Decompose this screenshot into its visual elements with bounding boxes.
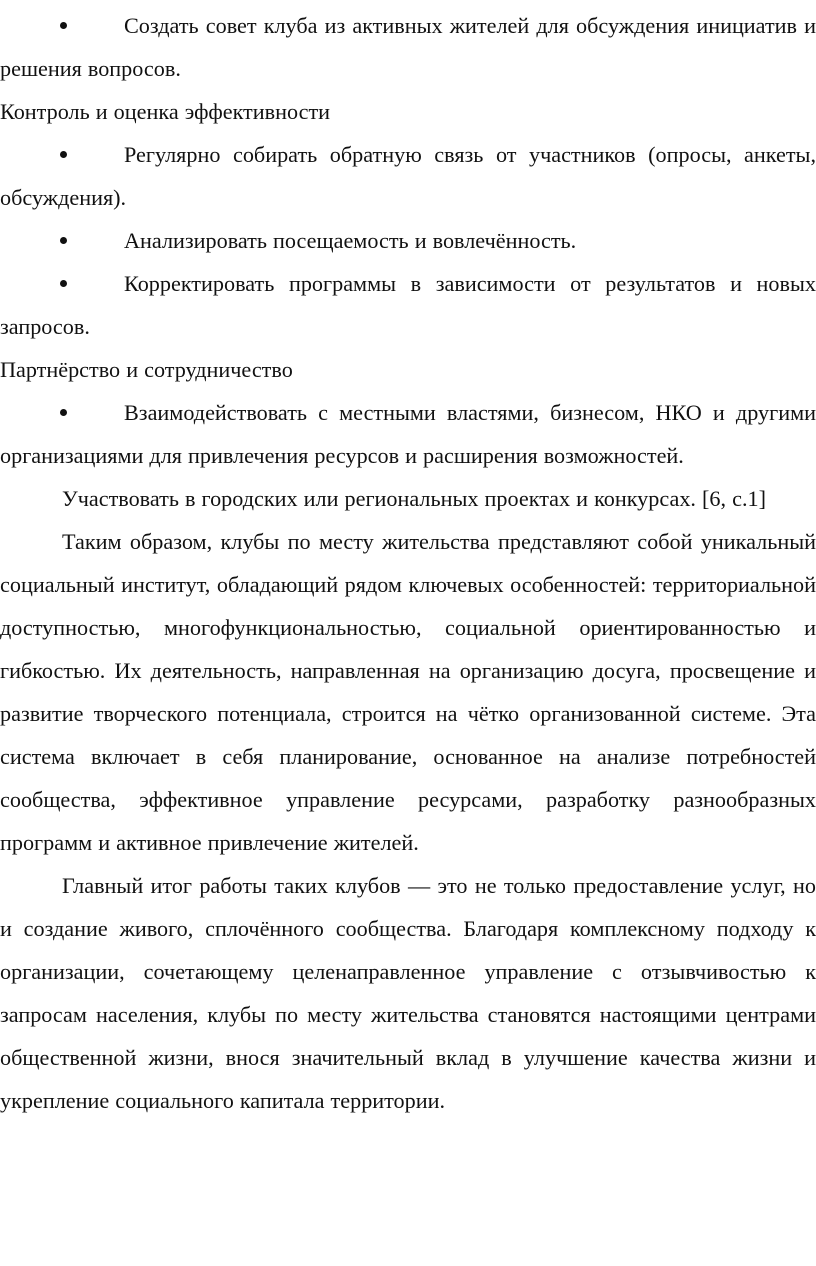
bullet-text: Создать совет клуба из активных жителей для обсуждения инициатив и решения вопросов.: [0, 13, 816, 81]
bullet-text: Регулярно собирать обратную связь от участников (опросы, анкеты, обсуждения).: [0, 142, 816, 210]
bullet-text: Корректировать программы в зависимости от результатов и новых запросов.: [0, 271, 816, 339]
bullet-item-adjust: [0, 262, 816, 348]
section-heading-partnership: Партнёрство и сотрудничество: [0, 357, 293, 382]
bullet-text: Анализировать посещаемость и вовлечённость.: [124, 228, 577, 253]
bullet-item-interact: [0, 391, 816, 477]
bullet-icon: [60, 237, 67, 244]
document-page: [0, 4, 816, 1122]
paragraph-participate: Участвовать в городских или региональных проектах и конкурсах. [6, с.1]: [62, 486, 766, 511]
bullet-icon: [60, 409, 67, 416]
bullet-item-analyze: [0, 219, 816, 262]
bullet-item-council: [0, 4, 816, 90]
bullet-icon: [60, 280, 67, 287]
paragraph-conclusion-2: Главный итог работы таких клубов — это не только предоставление услуг, но и создание живого, сплочённого сообщества. Благодаря комплексному подходу к организации, сочетающему целенаправленное управление с отзывчивостью к запросам населения, клубы по месту жительства становятся настоящими центрами общественной жизни, внося значительный вклад в улучшение качества жизни и укрепление социального капитала территории.: [0, 873, 816, 1113]
bullet-text: Взаимодействовать с местными властями, бизнесом, НКО и другими организациями для привлечения ресурсов и расширения возможностей.: [0, 400, 816, 468]
section-heading-control: Контроль и оценка эффективности: [0, 99, 331, 124]
bullet-icon: [60, 22, 67, 29]
bullet-item-feedback: [0, 133, 816, 219]
bullet-icon: [60, 151, 67, 158]
paragraph-conclusion-1: Таким образом, клубы по месту жительства представляют собой уникальный социальный институт, обладающий рядом ключевых особенностей: территориальной доступностью, многофункциональностью, социальной ориентированностью и гибкостью. Их деятельность, направленная на организацию досуга, просвещение и развитие творческого потенциала, строится на чётко организованной системе. Эта система включает в себя планирование, основанное на анализе потребностей сообщества, эффективное управление ресурсами, разработку разнообразных программ и активное привлечение жителей.: [0, 529, 816, 855]
